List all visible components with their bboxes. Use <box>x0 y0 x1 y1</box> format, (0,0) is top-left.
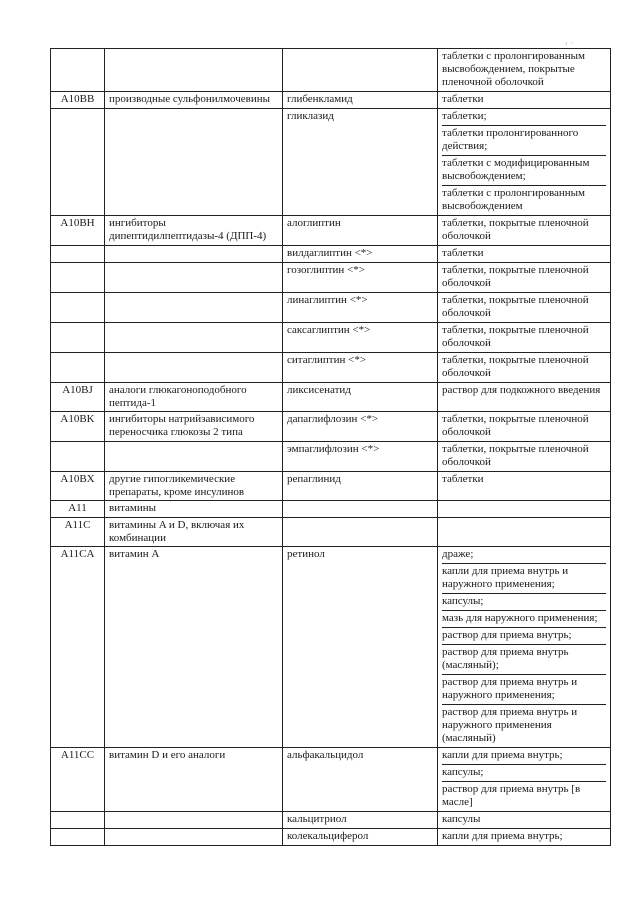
table-row <box>51 412 611 442</box>
drug-name-cell <box>283 518 438 547</box>
dosage-form: капли для приема внутрь; <box>442 748 606 765</box>
table-row <box>51 109 611 216</box>
dosage-form: таблетки с пролонгированным высвобождением, покрытые пленочной оболочкой <box>442 50 586 88</box>
dosage-form: драже; <box>442 547 606 564</box>
table-row <box>51 472 611 501</box>
drug-name-cell: кальцитриол <box>283 812 438 829</box>
drug-name-cell: алоглиптин <box>283 216 438 246</box>
group-name-cell: производные сульфонилмочевины <box>105 92 283 109</box>
atc-code-cell <box>51 323 105 353</box>
dosage-form: раствор для приема внутрь (масляный); <box>442 645 606 675</box>
dosage-forms-cell <box>438 109 611 216</box>
dosage-form: таблетки, покрытые пленочной оболочкой <box>442 324 589 349</box>
drug-name-cell: дапаглифлозин <*> <box>283 412 438 442</box>
table-row <box>51 293 611 323</box>
atc-code-cell <box>51 812 105 829</box>
table-row <box>51 518 611 547</box>
dosage-forms-cell <box>438 547 611 748</box>
dosage-forms-cell <box>438 412 611 442</box>
table-row <box>51 323 611 353</box>
dosage-forms-cell <box>438 442 611 472</box>
dosage-forms-cell <box>438 501 611 518</box>
atc-code-cell: A10BH <box>51 216 105 246</box>
atc-code-cell: A11 <box>51 501 105 518</box>
drug-name-cell: линаглиптин <*> <box>283 293 438 323</box>
drug-name-cell: саксаглиптин <*> <box>283 323 438 353</box>
dosage-form: мазь для наружного применения; <box>442 611 606 628</box>
drug-name-cell: глибенкламид <box>283 92 438 109</box>
group-name-cell <box>105 49 283 92</box>
table-row <box>51 748 611 812</box>
dosage-forms-cell <box>438 216 611 246</box>
drug-name-cell: ситаглиптин <*> <box>283 353 438 383</box>
dosage-form: раствор для приема внутрь и наружного применения; <box>442 675 606 705</box>
dosage-form: раствор для приема внутрь и наружного применения (масляный) <box>442 706 578 744</box>
group-name-cell <box>105 293 283 323</box>
group-name-cell: ингибиторы натрийзависимого переносчика глюкозы 2 типа <box>105 412 283 442</box>
group-name-cell <box>105 829 283 846</box>
table-row <box>51 246 611 263</box>
dosage-form: таблетки, покрытые пленочной оболочкой <box>442 354 589 379</box>
drug-name-cell: гликлазид <box>283 109 438 216</box>
dosage-form: капсулы <box>442 813 481 825</box>
drug-classification-table <box>50 48 611 846</box>
dosage-forms-cell <box>438 518 611 547</box>
dosage-form: капли для приема внутрь; <box>442 830 563 842</box>
atc-code-cell: A10BJ <box>51 383 105 412</box>
dosage-forms-cell <box>438 293 611 323</box>
atc-code-cell: A10BB <box>51 92 105 109</box>
table-row <box>51 547 611 748</box>
atc-code-cell: A10BK <box>51 412 105 442</box>
atc-code-cell <box>51 442 105 472</box>
scan-mark: ‹ · <box>565 38 574 48</box>
dosage-forms-cell <box>438 353 611 383</box>
atc-code-cell <box>51 829 105 846</box>
drug-name-cell: эмпаглифлозин <*> <box>283 442 438 472</box>
dosage-form: раствор для приема внутрь; <box>442 628 606 645</box>
dosage-form: таблетки, покрытые пленочной оболочкой <box>442 217 589 242</box>
atc-code-cell: A11CA <box>51 547 105 748</box>
drug-name-cell: ликсисенатид <box>283 383 438 412</box>
group-name-cell <box>105 323 283 353</box>
dosage-forms-cell <box>438 472 611 501</box>
atc-code-cell <box>51 293 105 323</box>
table-row <box>51 92 611 109</box>
drug-name-cell: гозоглиптин <*> <box>283 263 438 293</box>
dosage-forms-cell <box>438 748 611 812</box>
dosage-form: капсулы; <box>442 765 606 782</box>
dosage-forms-cell <box>438 246 611 263</box>
table-row <box>51 383 611 412</box>
drug-name-cell: колекальциферол <box>283 829 438 846</box>
group-name-cell: ингибиторы дипептидилпептидазы-4 (ДПП-4) <box>105 216 283 246</box>
table-row <box>51 216 611 246</box>
group-name-cell <box>105 263 283 293</box>
table-row <box>51 49 611 92</box>
dosage-forms-cell <box>438 829 611 846</box>
group-name-cell: аналоги глюкагоноподобного пептида-1 <box>105 383 283 412</box>
dosage-form: таблетки, покрытые пленочной оболочкой <box>442 413 589 438</box>
dosage-form: таблетки <box>442 247 484 259</box>
atc-code-cell: A11CC <box>51 748 105 812</box>
dosage-forms-cell <box>438 263 611 293</box>
table-row <box>51 263 611 293</box>
dosage-form: таблетки <box>442 93 484 105</box>
dosage-form: таблетки, покрытые пленочной оболочкой <box>442 443 589 468</box>
atc-code-cell <box>51 49 105 92</box>
group-name-cell: витамин A <box>105 547 283 748</box>
dosage-form: таблетки <box>442 473 484 485</box>
dosage-form: капсулы; <box>442 594 606 611</box>
table-row <box>51 812 611 829</box>
dosage-forms-cell <box>438 383 611 412</box>
table-row <box>51 829 611 846</box>
atc-code-cell <box>51 263 105 293</box>
atc-code-cell <box>51 246 105 263</box>
drug-name-cell: вилдаглиптин <*> <box>283 246 438 263</box>
group-name-cell: витамины A и D, включая их комбинации <box>105 518 283 547</box>
atc-code-cell: A11C <box>51 518 105 547</box>
drug-name-cell <box>283 501 438 518</box>
atc-code-cell: A10BX <box>51 472 105 501</box>
table-row <box>51 353 611 383</box>
group-name-cell: витамин D и его аналоги <box>105 748 283 812</box>
dosage-form: таблетки с пролонгированным высвобождением <box>442 187 586 212</box>
dosage-forms-cell <box>438 92 611 109</box>
atc-code-cell <box>51 109 105 216</box>
group-name-cell: витамины <box>105 501 283 518</box>
dosage-form: таблетки с модифицированным высвобождением; <box>442 156 606 186</box>
dosage-forms-cell <box>438 49 611 92</box>
dosage-forms-cell <box>438 323 611 353</box>
dosage-form: раствор для приема внутрь [в масле] <box>442 783 581 808</box>
atc-code-cell <box>51 353 105 383</box>
dosage-form: капли для приема внутрь и наружного применения; <box>442 564 606 594</box>
dosage-form <box>442 501 606 517</box>
table-row <box>51 442 611 472</box>
group-name-cell <box>105 353 283 383</box>
dosage-form: раствор для подкожного введения <box>442 384 601 396</box>
drug-name-cell: ретинол <box>283 547 438 748</box>
drug-name-cell <box>283 49 438 92</box>
group-name-cell <box>105 109 283 216</box>
group-name-cell: другие гипогликемические препараты, кроме инсулинов <box>105 472 283 501</box>
table-row <box>51 501 611 518</box>
dosage-form: таблетки; <box>442 109 606 126</box>
dosage-form: таблетки, покрытые пленочной оболочкой <box>442 264 589 289</box>
dosage-form <box>442 518 606 534</box>
drug-name-cell: альфакальцидол <box>283 748 438 812</box>
drug-name-cell: репаглинид <box>283 472 438 501</box>
dosage-form: таблетки пролонгированного действия; <box>442 126 606 156</box>
dosage-form: таблетки, покрытые пленочной оболочкой <box>442 294 589 319</box>
table-body <box>51 49 611 846</box>
group-name-cell <box>105 812 283 829</box>
group-name-cell <box>105 246 283 263</box>
group-name-cell <box>105 442 283 472</box>
dosage-forms-cell <box>438 812 611 829</box>
